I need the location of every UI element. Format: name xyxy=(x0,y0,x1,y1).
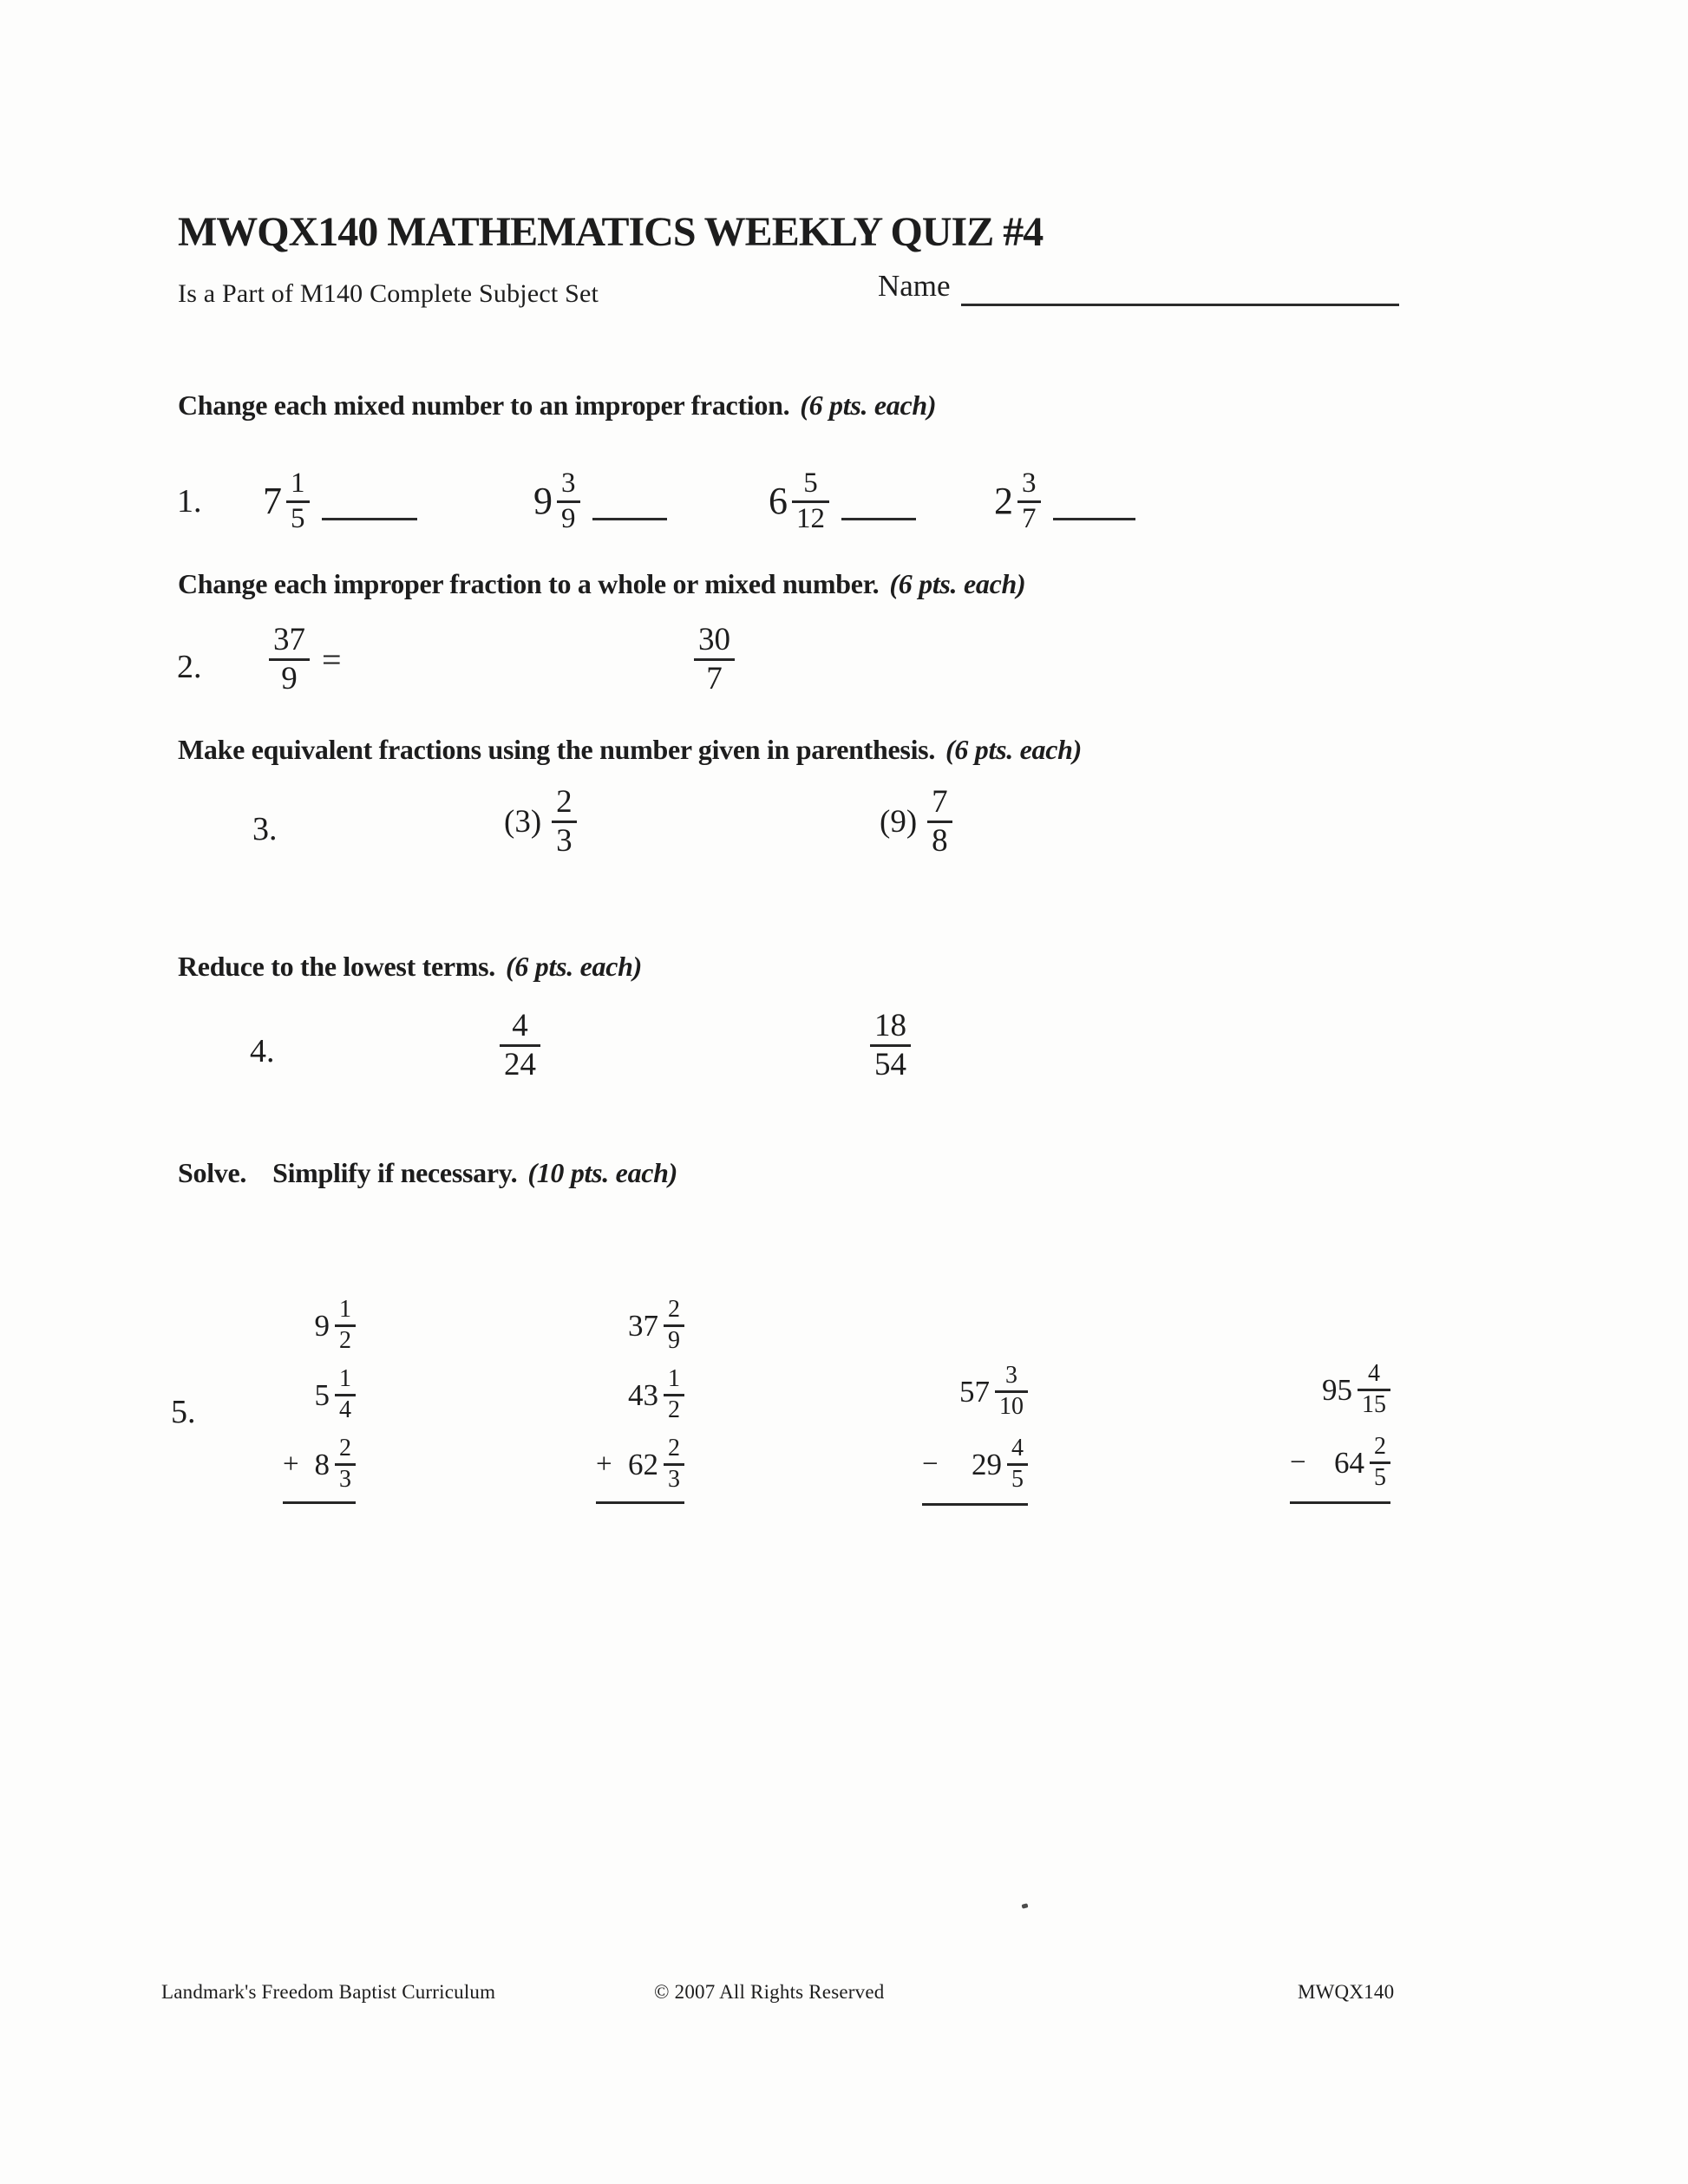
q2-item-1 xyxy=(269,624,342,695)
mixed-whole: 29 xyxy=(972,1447,1002,1481)
sum-line xyxy=(283,1501,356,1504)
sum-line xyxy=(596,1501,684,1504)
section-heading-4-points: (6 pts. each) xyxy=(506,951,642,982)
footer-document-code: MWQX140 xyxy=(1298,1981,1395,2003)
section-heading-3-text: Make equivalent fractions using the number given in parenthesis. xyxy=(178,734,936,765)
fraction-numerator: 2 xyxy=(339,1434,351,1461)
section-heading-3-points: (6 pts. each) xyxy=(945,734,1082,765)
section-heading-5-points: (10 pts. each) xyxy=(527,1157,678,1188)
fraction-numerator: 30 xyxy=(698,622,730,657)
fraction-denominator: 2 xyxy=(339,1326,351,1354)
section-heading-4-text: Reduce to the lowest terms. xyxy=(178,951,496,982)
q3-item-1-multiplier: (3) xyxy=(504,803,542,840)
fraction-denominator: 54 xyxy=(874,1046,906,1082)
fraction-denominator: 7 xyxy=(706,660,723,696)
mixed-fraction xyxy=(1007,1436,1028,1492)
fraction-denominator: 15 xyxy=(1362,1390,1386,1418)
fraction-numerator: 1 xyxy=(668,1364,680,1392)
fraction-denominator: 3 xyxy=(339,1465,351,1493)
mixed-fraction xyxy=(1358,1359,1390,1418)
q1-item-4 xyxy=(994,469,1135,533)
answer-blank[interactable] xyxy=(1053,518,1135,520)
mixed-whole: 62 xyxy=(628,1447,658,1481)
mixed-whole: 95 xyxy=(1322,1372,1352,1407)
fraction-numerator: 7 xyxy=(932,784,948,820)
mixed-fraction xyxy=(1370,1432,1390,1491)
question-5-number: 5. xyxy=(171,1394,196,1430)
fraction-denominator: 5 xyxy=(1011,1465,1024,1493)
minus-operator: − xyxy=(1290,1446,1306,1478)
q1-item-1 xyxy=(263,469,417,533)
equals-sign: = xyxy=(322,639,342,679)
q1-item-4-whole: 2 xyxy=(994,480,1013,523)
fraction-numerator: 3 xyxy=(561,468,576,499)
mixed-whole: 37 xyxy=(628,1308,658,1343)
footer-publisher: Landmark's Freedom Baptist Curriculum xyxy=(161,1981,496,2003)
q4-item-1 xyxy=(500,1010,540,1081)
sum-line xyxy=(922,1503,1028,1506)
mixed-whole: 8 xyxy=(314,1447,330,1481)
page-title: MWQX140 MATHEMATICS WEEKLY QUIZ #4 xyxy=(178,209,1044,255)
stack-row xyxy=(1290,1353,1390,1426)
fraction-denominator: 8 xyxy=(932,822,948,859)
plus-operator: + xyxy=(596,1448,612,1480)
fraction-numerator: 2 xyxy=(556,784,572,820)
fraction-numerator: 18 xyxy=(874,1008,906,1043)
q3-item-2-multiplier: (9) xyxy=(880,803,918,840)
stack-row xyxy=(596,1429,684,1499)
fraction-denominator: 3 xyxy=(556,822,572,859)
mixed-fraction xyxy=(664,1295,684,1354)
fraction-denominator: 12 xyxy=(796,502,825,534)
mixed-fraction xyxy=(335,1436,356,1492)
fraction-denominator: 9 xyxy=(561,502,576,534)
mixed-fraction xyxy=(995,1363,1028,1419)
q1-item-2-whole: 9 xyxy=(533,480,553,523)
fraction-denominator: 2 xyxy=(668,1396,680,1423)
q2-item-2-fraction xyxy=(694,624,735,695)
q1-item-4-fraction xyxy=(1017,469,1041,533)
q3-item-1-fraction xyxy=(552,786,577,857)
section-heading-5-text2: Simplify if necessary. xyxy=(272,1157,518,1188)
fraction-numerator: 3 xyxy=(1022,468,1037,499)
mixed-whole: 43 xyxy=(628,1377,658,1412)
answer-blank[interactable] xyxy=(592,518,667,520)
section-heading-2-points: (6 pts. each) xyxy=(889,568,1026,599)
q1-item-3-fraction xyxy=(792,469,829,533)
name-input-line[interactable] xyxy=(961,304,1399,306)
section-heading-1-points: (6 pts. each) xyxy=(800,389,937,421)
fraction-numerator: 5 xyxy=(803,468,818,499)
q3-item-1 xyxy=(504,786,577,857)
q5-stack-4 xyxy=(1290,1353,1390,1504)
stack-row xyxy=(922,1428,1028,1501)
section-heading-2-text: Change each improper fraction to a whole or mixed number. xyxy=(178,568,880,599)
q5-stack-2 xyxy=(596,1291,684,1504)
minus-operator: − xyxy=(922,1448,939,1480)
scan-speck xyxy=(1021,1903,1028,1909)
mixed-fraction xyxy=(335,1295,356,1354)
fraction-numerator: 4 xyxy=(512,1008,528,1043)
mixed-whole: 9 xyxy=(314,1308,330,1343)
q2-item-2 xyxy=(694,624,735,695)
mixed-whole: 64 xyxy=(1334,1445,1364,1480)
section-heading-4 xyxy=(178,951,642,983)
fraction-denominator: 7 xyxy=(1022,502,1037,534)
q5-stack-1 xyxy=(283,1291,356,1504)
fraction-denominator: 5 xyxy=(291,502,305,534)
stack-row xyxy=(283,1291,356,1360)
fraction-numerator: 37 xyxy=(273,622,305,657)
fraction-denominator: 4 xyxy=(339,1396,351,1423)
q1-item-3 xyxy=(769,469,916,533)
q1-item-1-whole: 7 xyxy=(263,480,282,523)
fraction-denominator: 10 xyxy=(999,1392,1024,1420)
section-heading-5-text: Solve. xyxy=(178,1157,247,1188)
name-label: Name xyxy=(878,269,951,303)
mixed-whole: 57 xyxy=(959,1374,990,1409)
answer-blank[interactable] xyxy=(841,518,916,520)
q1-item-2 xyxy=(533,469,667,533)
stack-row xyxy=(1290,1426,1390,1499)
q1-item-3-whole: 6 xyxy=(769,480,788,523)
mixed-whole: 5 xyxy=(314,1377,330,1412)
mixed-fraction xyxy=(664,1436,684,1492)
fraction-numerator: 1 xyxy=(339,1295,351,1323)
mixed-fraction xyxy=(335,1364,356,1423)
section-heading-2 xyxy=(178,568,1025,600)
question-4-number: 4. xyxy=(250,1033,275,1069)
subtitle: Is a Part of M140 Complete Subject Set xyxy=(178,279,599,308)
fraction-denominator: 24 xyxy=(504,1046,536,1082)
q4-item-2 xyxy=(870,1010,911,1081)
fraction-numerator: 1 xyxy=(291,468,305,499)
q3-item-2 xyxy=(880,786,952,857)
fraction-denominator: 5 xyxy=(1374,1463,1386,1491)
fraction-numerator: 3 xyxy=(1005,1361,1017,1389)
fraction-numerator: 2 xyxy=(1374,1432,1386,1460)
fraction-numerator: 4 xyxy=(1011,1434,1024,1461)
answer-blank[interactable] xyxy=(322,518,417,520)
section-heading-1 xyxy=(178,389,936,422)
q1-item-2-fraction xyxy=(557,469,580,533)
section-heading-5 xyxy=(178,1157,677,1189)
stack-row xyxy=(922,1355,1028,1428)
q4-item-1-fraction xyxy=(500,1010,540,1081)
stack-row xyxy=(596,1360,684,1429)
stack-row xyxy=(596,1291,684,1360)
q4-item-2-fraction xyxy=(870,1010,911,1081)
stack-row xyxy=(283,1429,356,1499)
section-heading-3 xyxy=(178,734,1082,766)
question-1-number: 1. xyxy=(177,483,202,520)
sum-line xyxy=(1290,1501,1390,1504)
footer-copyright: © 2007 All Rights Reserved xyxy=(654,1981,885,2003)
fraction-denominator: 9 xyxy=(281,660,298,696)
stack-row xyxy=(283,1360,356,1429)
plus-operator: + xyxy=(283,1448,299,1480)
fraction-denominator: 9 xyxy=(668,1326,680,1354)
fraction-numerator: 4 xyxy=(1368,1359,1380,1387)
fraction-numerator: 2 xyxy=(668,1295,680,1323)
fraction-numerator: 2 xyxy=(668,1434,680,1461)
fraction-denominator: 3 xyxy=(668,1465,680,1493)
q2-item-1-fraction xyxy=(269,624,310,695)
question-3-number: 3. xyxy=(252,811,278,847)
fraction-numerator: 1 xyxy=(339,1364,351,1392)
question-2-number: 2. xyxy=(177,649,202,685)
mixed-fraction xyxy=(664,1364,684,1423)
q5-stack-3 xyxy=(922,1355,1028,1506)
section-heading-1-text: Change each mixed number to an improper fraction. xyxy=(178,389,790,421)
q1-item-1-fraction xyxy=(286,469,310,533)
q3-item-2-fraction xyxy=(927,786,952,857)
